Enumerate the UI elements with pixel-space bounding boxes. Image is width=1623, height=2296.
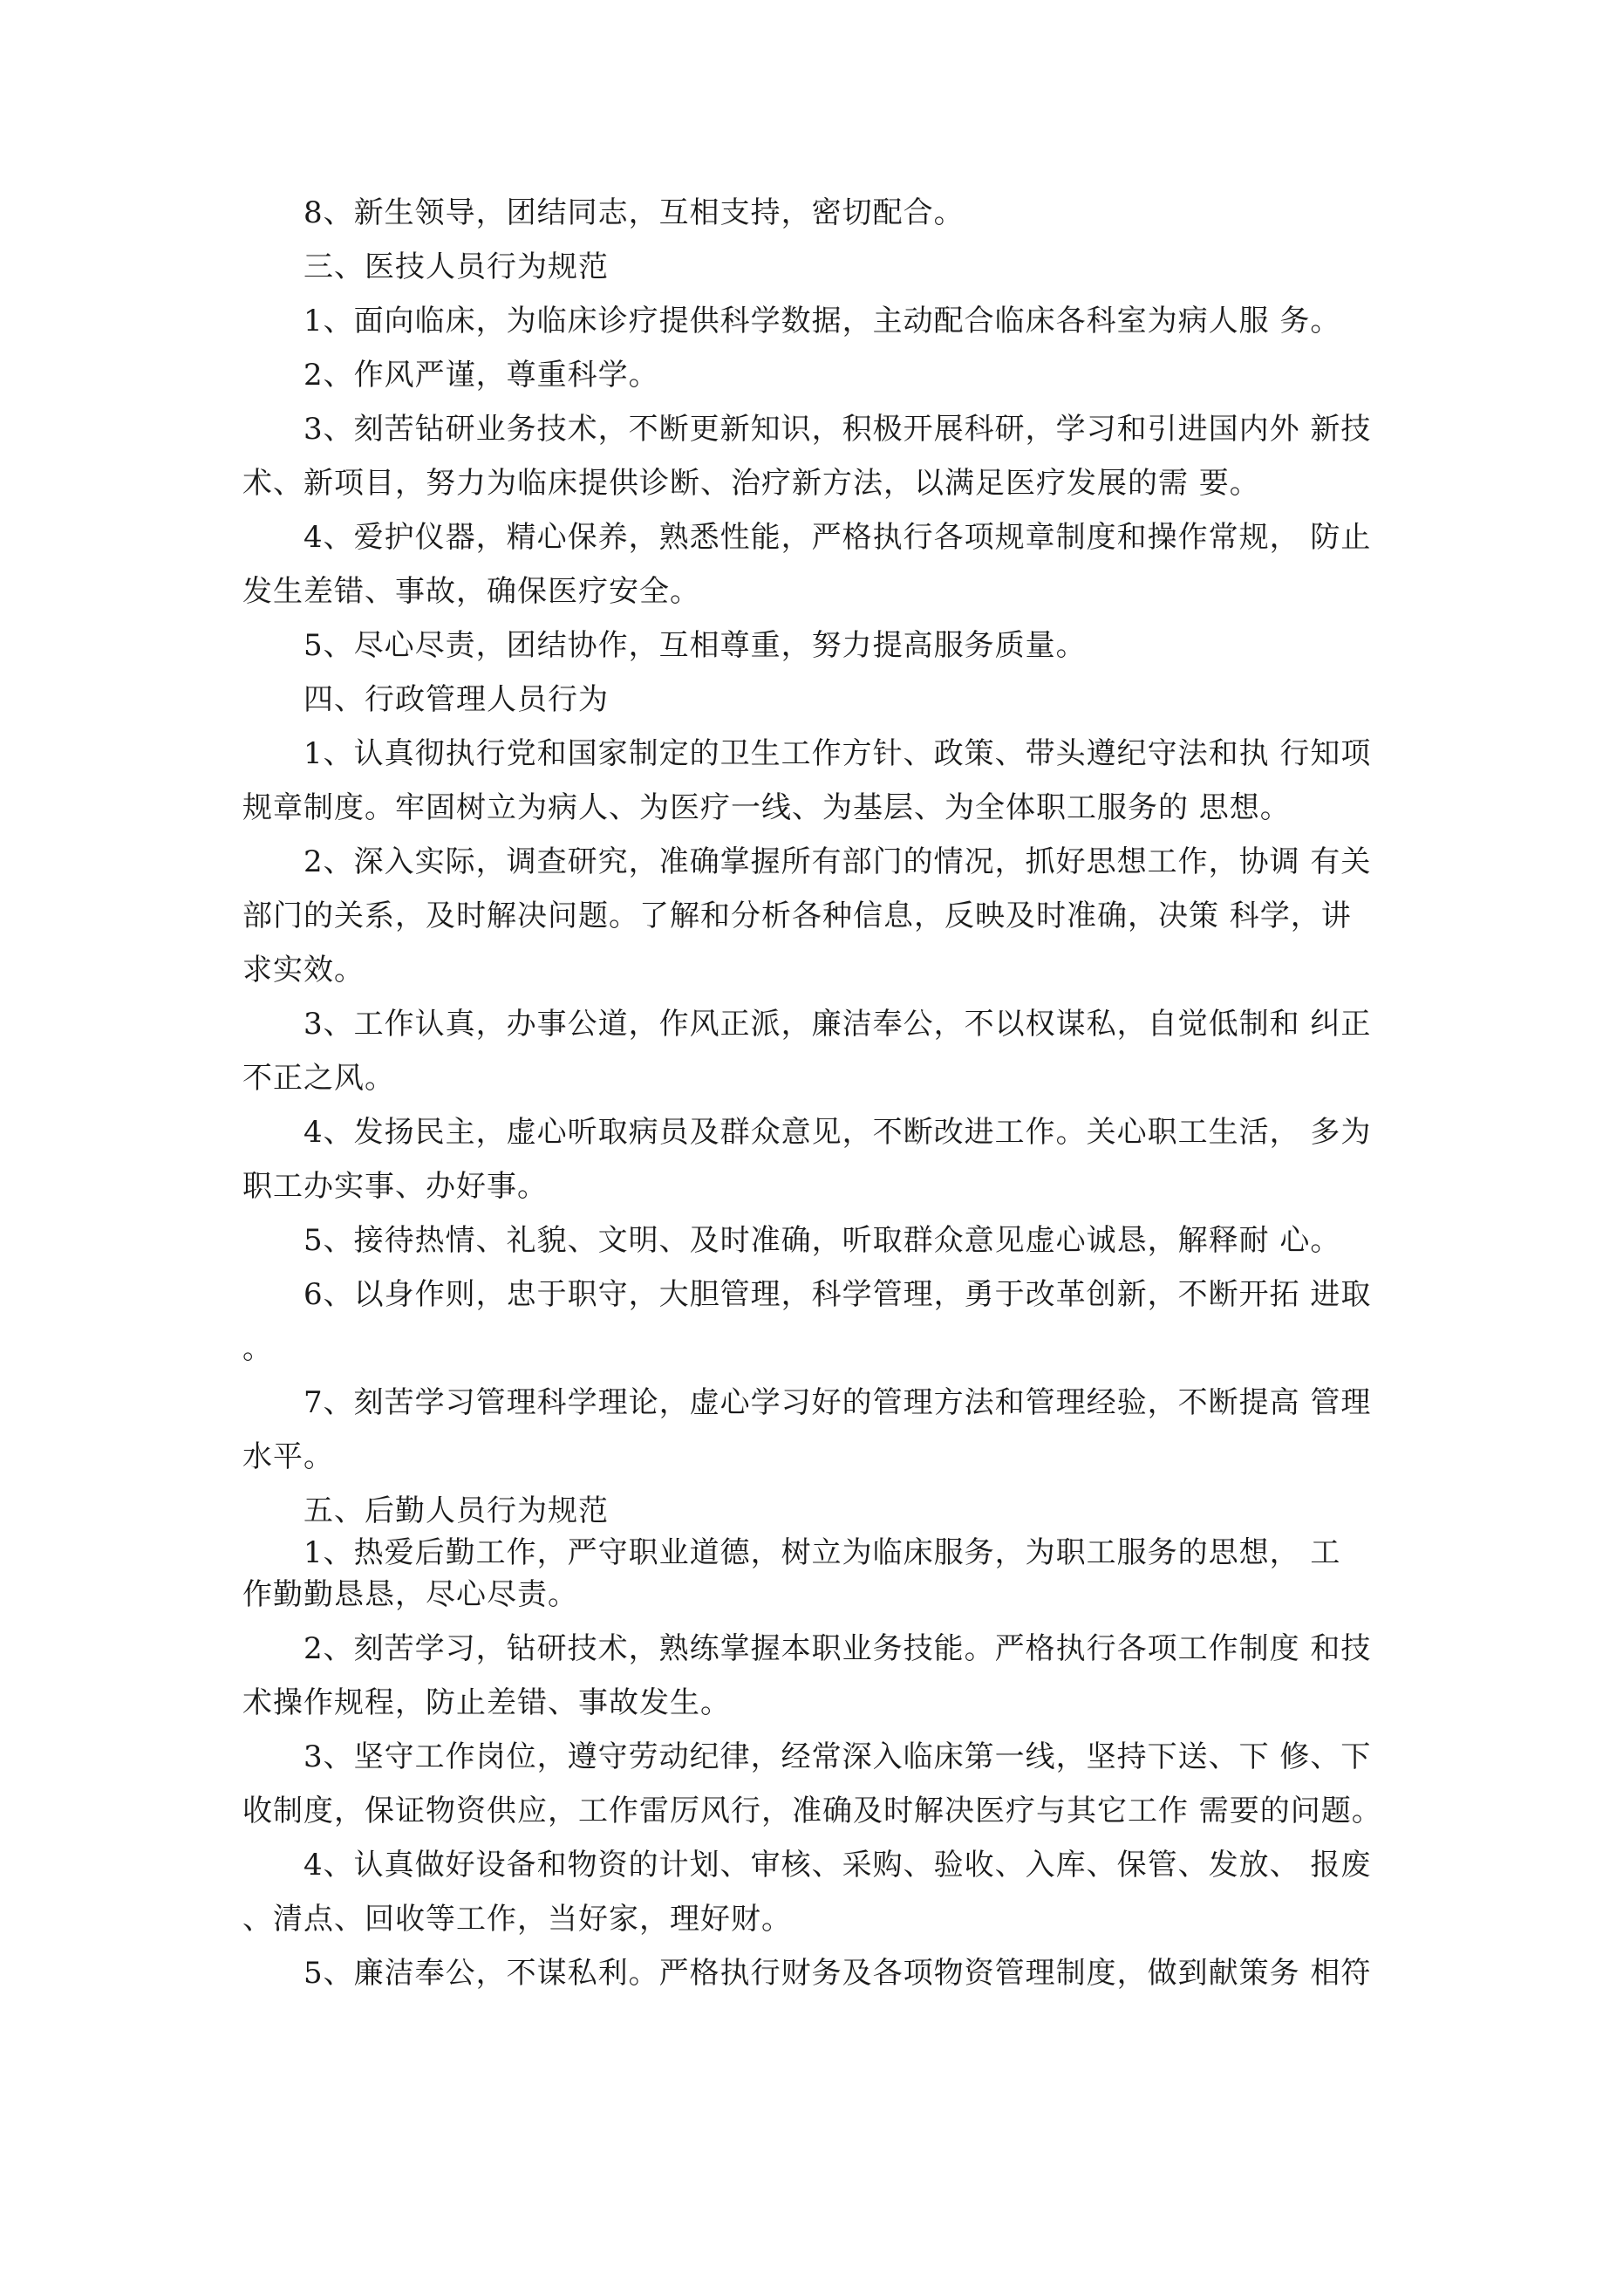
text-line: 6、以身作则，忠于职守，大胆管理，科学管理，勇于改革创新，不断开拓 进取 <box>303 1277 1372 1312</box>
text-line: 3、刻苦钻研业务技术，不断更新知识，积极开展科研，学习和引进国内外 新技 <box>303 412 1372 447</box>
text-line: 4、爱护仪器，精心保养，熟悉性能，严格执行各项规章制度和操作常规， 防止 <box>303 520 1372 555</box>
text-line: 7、刻苦学习管理科学理论，虚心学习好的管理方法和管理经验，不断提高 管理 <box>303 1385 1372 1420</box>
text-line: 5、接待热情、礼貌、文明、及时准确，听取群众意见虚心诚恳，解释耐 心。 <box>303 1223 1341 1258</box>
text-line: 水平。 <box>242 1439 334 1474</box>
text-line: 4、发扬民主，虚心听取病员及群众意见，不断改进工作。关心职工生活， 多为 <box>303 1115 1372 1150</box>
text-line: 发生差错、事故，确保医疗安全。 <box>242 574 700 609</box>
text-line: 规章制度。牢固树立为病人、为医疗一线、为基层、为全体职工服务的 思想。 <box>242 790 1291 825</box>
text-line: 8、新生领导，团结同志，互相支持，密切配合。 <box>303 195 965 230</box>
text-line: 、清点、回收等工作，当好家，理好财。 <box>242 1902 792 1937</box>
text-line: 四、行政管理人员行为 <box>303 682 609 717</box>
text-line: 1、热爱后勤工作，严守职业道德，树立为临床服务，为职工服务的思想， 工 <box>303 1535 1341 1570</box>
text-line: 1、认真彻执行党和国家制定的卫生工作方针、政策、带头遵纪守法和执 行知项 <box>303 736 1372 771</box>
text-line: 术操作规程，防止差错、事故发生。 <box>242 1685 731 1720</box>
text-line: 4、认真做好设备和物资的计划、审核、采购、验收、入库、保管、发放、 报废 <box>303 1848 1372 1883</box>
text-line: 。 <box>242 1331 273 1366</box>
text-line: 三、医技人员行为规范 <box>303 249 609 284</box>
text-line: 术、新项目，努力为临床提供诊断、治疗新方法，以满足医疗发展的需 要。 <box>242 466 1260 501</box>
text-line: 3、坚守工作岗位，遵守劳动纪律，经常深入临床第一线，坚持下送、下 修、下 <box>303 1739 1372 1774</box>
text-line: 求实效。 <box>242 953 365 987</box>
text-line: 2、刻苦学习，钻研技术，熟练掌握本职业务技能。严格执行各项工作制度 和技 <box>303 1631 1372 1666</box>
text-line: 2、深入实际，调查研究，准确掌握所有部门的情况，抓好思想工作，协调 有关 <box>303 844 1372 879</box>
text-line: 收制度，保证物资供应，工作雷厉风行，准确及时解决医疗与其它工作 需要的问题。 <box>242 1794 1382 1828</box>
text-line: 不正之风。 <box>242 1061 395 1096</box>
text-line: 5、廉洁奉公，不谋私利。严格执行财务及各项物资管理制度，做到献策务 相符 <box>303 1956 1372 1991</box>
text-line: 5、尽心尽责，团结协作，互相尊重，努力提高服务质量。 <box>303 628 1087 663</box>
text-line: 1、面向临床，为临床诊疗提供科学数据，主动配合临床各科室为病人服 务。 <box>303 304 1341 338</box>
text-line: 职工办实事、办好事。 <box>242 1169 548 1204</box>
text-line: 部门的关系，及时解决问题。了解和分析各种信息，反映及时准确，决策 科学，讲 <box>242 899 1352 933</box>
text-line: 作勤勤恳恳，尽心尽责。 <box>242 1577 578 1612</box>
text-line: 3、工作认真，办事公道，作风正派，廉洁奉公，不以权谋私，自觉低制和 纠正 <box>303 1007 1372 1042</box>
document-page <box>242 192 1385 1994</box>
text-line: 五、后勤人员行为规范 <box>303 1493 609 1528</box>
text-line: 2、作风严谨，尊重科学。 <box>303 358 659 393</box>
